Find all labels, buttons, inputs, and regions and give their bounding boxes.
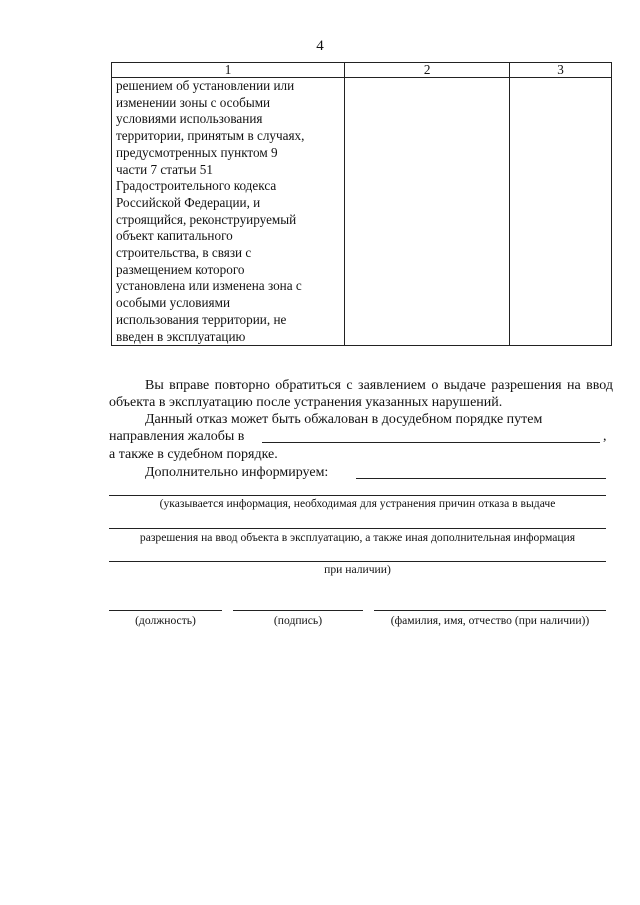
table-cell-reason-text: решением об установлении или изменении зоны с особыми условиями использования территории, принятым в случаях, предусмотренных пунктом 9 части 7 статьи 51 Градостроительного кодекса Российской Федерации, и строящийся, реконструируемый объект капитального строительства, в связи с размещением которого установлена или изменена зона с особыми условиями использования территории, не введен в эксплуатацию <box>116 78 305 344</box>
table-header-col2: 2 <box>345 63 510 78</box>
refusal-reasons-table <box>111 62 612 346</box>
appeal-line-3: а также в судебном порядке. <box>109 447 278 462</box>
caption-if-available: при наличии) <box>324 563 391 576</box>
appeal-body-field <box>262 442 600 443</box>
table-header-row <box>112 63 612 78</box>
caption-reasons: (указывается информация, необходимая для устранения причин отказа в выдаче <box>159 497 556 510</box>
full-name-caption: (фамилия, имя, отчество (при наличии)) <box>390 614 590 627</box>
table-cell-col3 <box>510 78 612 346</box>
table-row <box>112 78 612 346</box>
appeal-comma: , <box>603 429 607 444</box>
table-cell-reason <box>112 78 345 346</box>
position-line <box>109 610 222 611</box>
table-header-col3: 3 <box>510 63 612 78</box>
info-line-3 <box>109 561 606 562</box>
page-number: 4 <box>316 38 324 54</box>
additional-info-field <box>356 478 606 479</box>
position-caption: (должность) <box>135 614 196 627</box>
full-name-line <box>374 610 606 611</box>
appeal-line-1: Данный отказ может быть обжалован в досудебном порядке путем <box>145 412 543 427</box>
appeal-paragraph <box>109 411 613 428</box>
info-line-1 <box>109 495 606 496</box>
signature-line <box>233 610 363 611</box>
additional-info-label: Дополнительно информируем: <box>145 465 329 480</box>
appeal-line-2: направления жалобы в <box>109 429 245 444</box>
caption-additional: разрешения на ввод объекта в эксплуатацию, а также иная дополнительная информация <box>139 531 576 544</box>
signature-caption: (подпись) <box>273 614 323 627</box>
resubmit-paragraph: Вы вправе повторно обратиться с заявлением о выдаче разрешения на ввод объекта в эксплуатацию после устранения указанных нарушений. <box>109 378 613 410</box>
table-header-col1: 1 <box>112 63 345 78</box>
info-line-2 <box>109 528 606 529</box>
table-cell-col2 <box>345 78 510 346</box>
